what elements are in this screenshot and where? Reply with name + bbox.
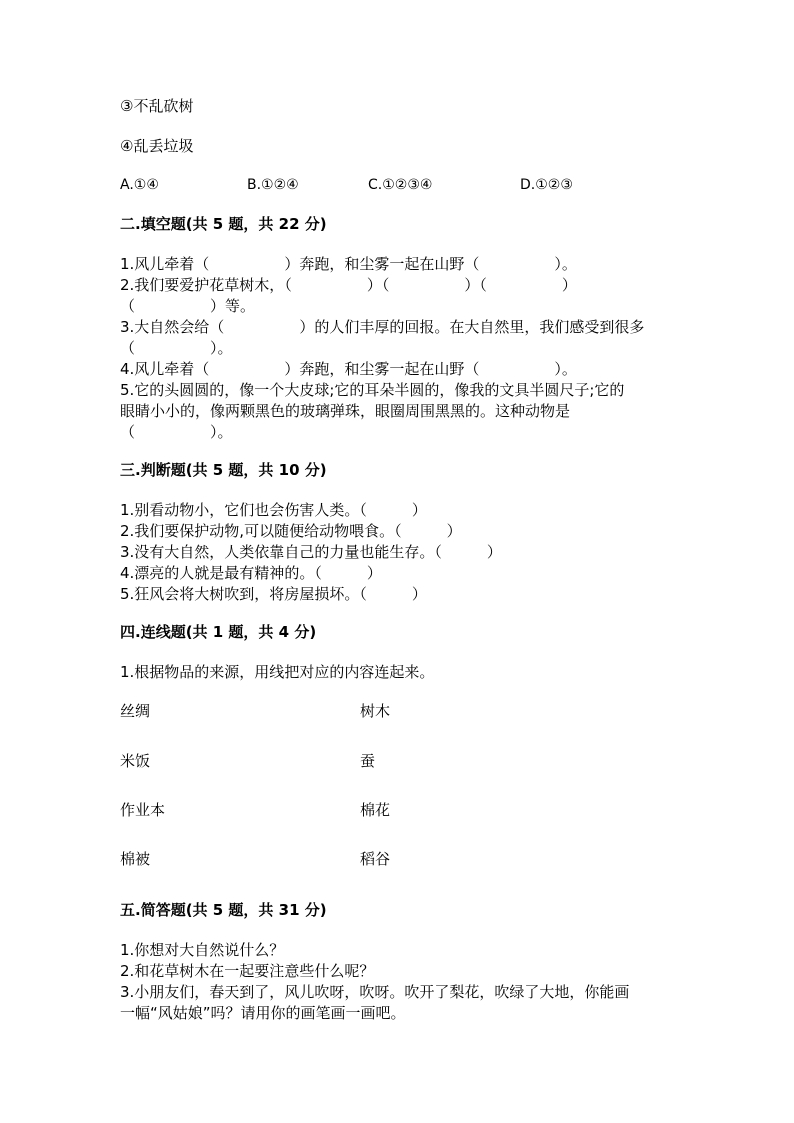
short-answer-item: 一幅“风姑娘”吗？请用你的画笔画一画吧。 [120, 1004, 406, 1022]
section-heading-true-false: 三.判断题(共 5 题，共 10 分) [120, 461, 327, 479]
matching-left-item: 作业本 [120, 801, 166, 819]
matching-right-item: 稻谷 [360, 850, 391, 868]
section-heading-matching: 四.连线题(共 1 题，共 4 分) [120, 623, 317, 641]
fill-blank-line: （ ）。 [120, 423, 233, 441]
fill-blank-line: 1.风儿牵着（ ）奔跑，和尘雾一起在山野（ ）。 [120, 255, 577, 273]
true-false-item: 2.我们要保护动物,可以随便给动物喂食。（ ） [120, 522, 462, 540]
true-false-item: 1.别看动物小，它们也会伤害人类。（ ） [120, 501, 427, 519]
fill-blank-line: 2.我们要爱护花草树木，（ ）（ ）（ ） [120, 276, 577, 294]
fill-blank-line: 3.大自然会给（ ）的人们丰厚的回报。在大自然里，我们感受到很多 [120, 318, 645, 336]
fill-blank-line: 4.风儿牵着（ ）奔跑，和尘雾一起在山野（ ）。 [120, 360, 577, 378]
option-d: D.①②③ [520, 177, 573, 193]
option-c: C.①②③④ [368, 177, 433, 193]
choice-item-3: ③不乱砍树 [120, 97, 194, 115]
true-false-item: 5.狂风会将大树吹到，将房屋损坏。（ ） [120, 585, 427, 603]
fill-blank-line: （ ）等。 [120, 297, 256, 315]
fill-blank-line: 5.它的头圆圆的，像一个大皮球;它的耳朵半圆的，像我的文具半圆尺子;它的 [120, 381, 625, 399]
matching-left-item: 棉被 [120, 850, 151, 868]
fill-blank-line: （ ）。 [120, 339, 233, 357]
option-a: A.①④ [120, 177, 159, 193]
true-false-item: 4.漂亮的人就是最有精神的。（ ） [120, 564, 382, 582]
short-answer-item: 2.和花草树木在一起要注意些什么呢？ [120, 962, 375, 980]
matching-right-item: 棉花 [360, 801, 391, 819]
matching-right-item: 蚕 [360, 752, 376, 770]
choice-item-4: ④乱丢垃圾 [120, 137, 194, 155]
short-answer-item: 3.小朋友们，春天到了，风儿吹呀，吹呀。吹开了梨花，吹绿了大地，你能画 [120, 983, 630, 1001]
matching-right-item: 树木 [360, 702, 391, 720]
true-false-item: 3.没有大自然，人类依靠自己的力量也能生存。（ ） [120, 543, 502, 561]
section-heading-short-answer: 五.简答题(共 5 题，共 31 分) [120, 901, 327, 919]
option-b: B.①②④ [247, 177, 299, 193]
section-heading-fill-blank: 二.填空题(共 5 题，共 22 分) [120, 215, 327, 233]
matching-left-item: 米饭 [120, 752, 151, 770]
matching-left-item: 丝绸 [120, 702, 151, 720]
matching-prompt: 1.根据物品的来源，用线把对应的内容连起来。 [120, 663, 435, 681]
short-answer-item: 1.你想对大自然说什么？ [120, 941, 285, 959]
fill-blank-line: 眼睛小小的，像两颗黑色的玻璃弹珠，眼圈周围黑黑的。这种动物是 [120, 402, 571, 420]
